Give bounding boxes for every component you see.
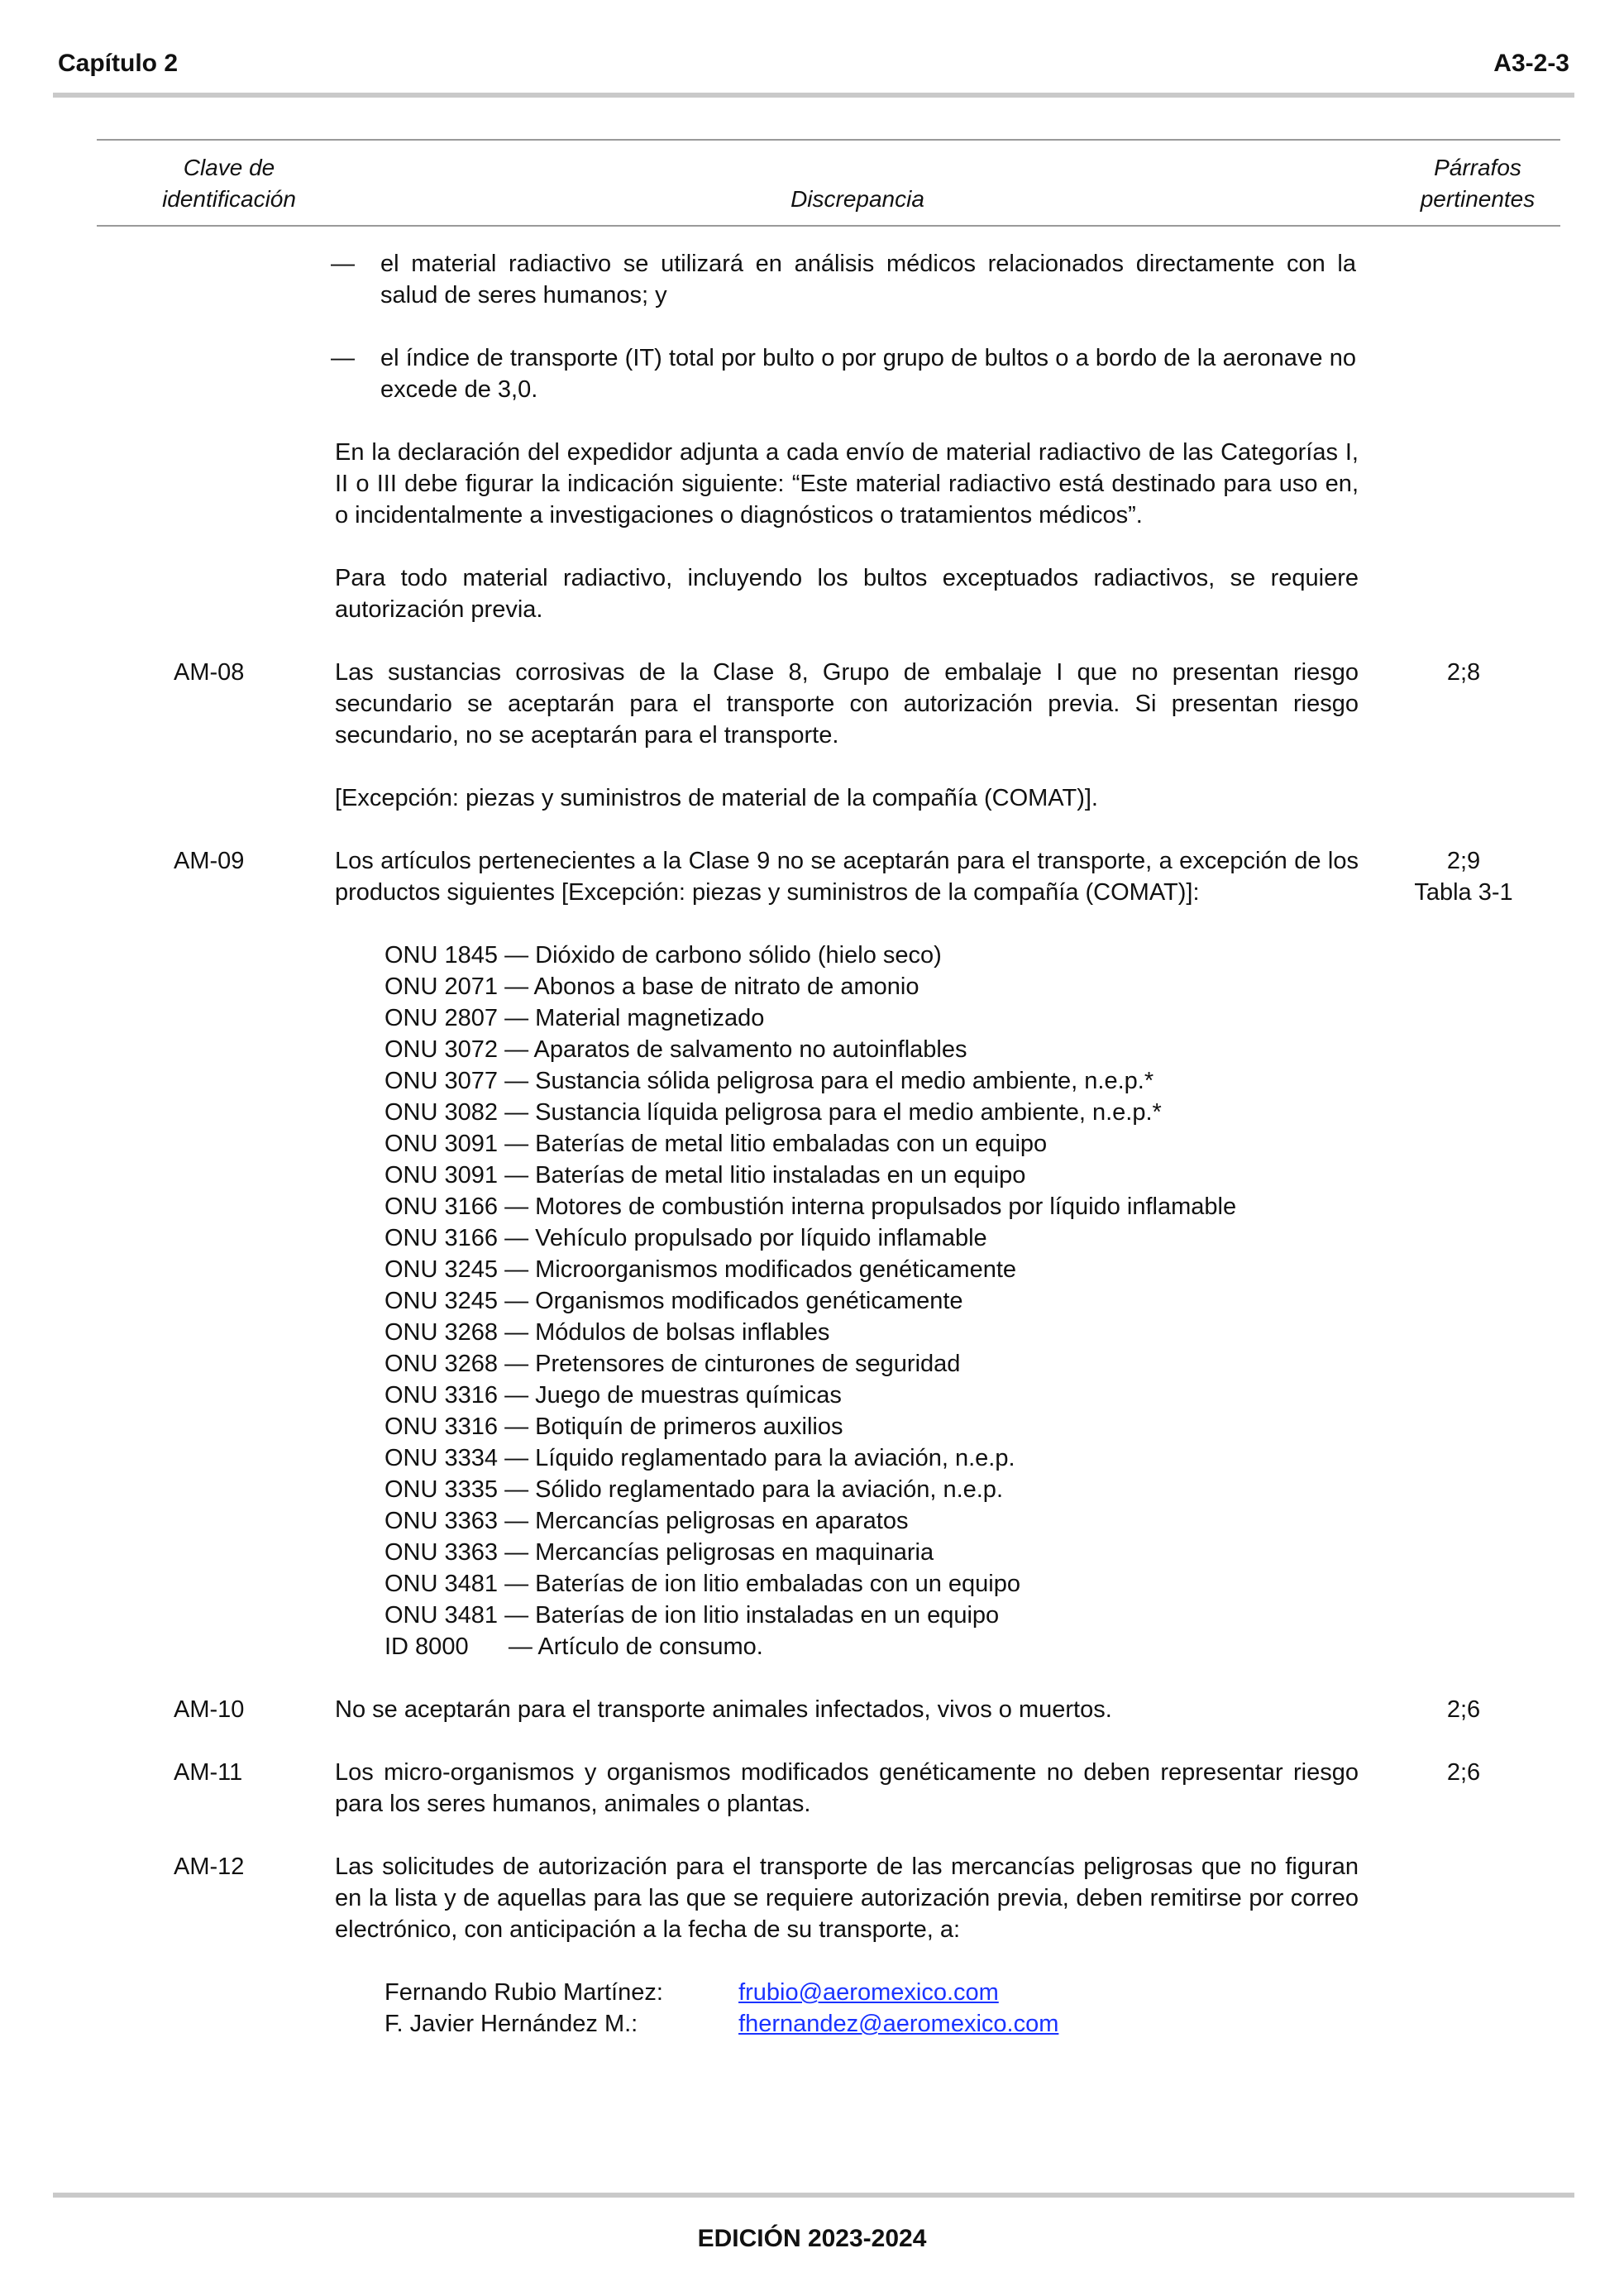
un-list-item: ONU 3268 — Módulos de bolsas inflables xyxy=(385,1319,830,1346)
un-list-item: ONU 3335 — Sólido reglamentado para la aviación, n.e.p. xyxy=(385,1476,1003,1503)
un-list-item: ONU 3077 — Sustancia sólida peligrosa para el medio ambiente, n.e.p.* xyxy=(385,1068,1154,1094)
entry-am-12 xyxy=(0,1851,1624,2040)
un-list-item: ONU 3091 — Baterías de metal litio instaladas en un equipo xyxy=(385,1162,1026,1189)
entry-text: [Excepción: piezas y suministros de material de la compañía (COMAT)]. xyxy=(335,785,1098,811)
entry-refs: 2;6 xyxy=(1446,1759,1481,1786)
un-list-item: ONU 1845 — Dióxido de carbono sólido (hielo seco) xyxy=(385,942,942,969)
entry-key: AM-12 xyxy=(174,1854,245,1880)
un-list-item: ONU 3166 — Vehículo propulsado por líquido inflamable xyxy=(385,1225,987,1251)
contact-email-link[interactable]: fhernandez@aeromexico.com xyxy=(738,2011,1059,2037)
entry-text: Los micro-organismos y organismos modificados genéticamente no deben representar riesgo para los seres humanos, animales o plantas. xyxy=(335,1759,1359,1817)
un-list-item: ONU 3245 — Organismos modificados genéticamente xyxy=(385,1288,963,1314)
entry-text: No se aceptarán para el transporte animales infectados, vivos o muertos. xyxy=(335,1696,1112,1723)
entry-refs xyxy=(1364,845,1563,908)
contact-row xyxy=(385,2008,1359,2040)
contact-name: F. Javier Hernández M.: xyxy=(385,2011,638,2037)
entry-ref: Tabla 3-1 xyxy=(1414,879,1513,906)
un-list-item: ONU 3166 — Motores de combustión interna propulsados por líquido inflamable xyxy=(385,1193,1237,1220)
un-list-item: ONU 3316 — Juego de muestras químicas xyxy=(385,1382,842,1409)
chapter-label: Capítulo 2 xyxy=(58,50,179,77)
entry-body xyxy=(335,657,1359,814)
un-list-item: ONU 3316 — Botiquín de primeros auxilios xyxy=(385,1413,843,1440)
dash-item-text: el índice de transporte (IT) total por bulto o por grupo de bultos o a bordo de la aeronave no excede de 3,0. xyxy=(380,345,1356,403)
entry-refs: 2;6 xyxy=(1446,1696,1481,1723)
entry-text: Las solicitudes de autorización para el transporte de las mercancías peligrosas que no figuran en la lista y de aquellas para las que se requiere autorización previa, deben remitirse por correo electrónico, con anticipación a la fecha de su transporte, a: xyxy=(335,1854,1359,1943)
entry-text: Las sustancias corrosivas de la Clase 8, Grupo de embalaje I que no presentan riesgo secundario se aceptarán para el transporte con autorización previa. Si presentan riesgo secundario, no se aceptarán para el transporte. xyxy=(335,659,1359,749)
entry-refs: 2;8 xyxy=(1446,659,1481,686)
un-list-item: ONU 3245 — Microorganismos modificados genéticamente xyxy=(385,1256,1017,1283)
table-body xyxy=(0,248,1624,2071)
un-list-item: ONU 3334 — Líquido reglamentado para la aviación, n.e.p. xyxy=(385,1445,1015,1471)
footer-rule xyxy=(53,2193,1574,2198)
entry-key: AM-09 xyxy=(174,848,245,874)
column-header-discrepancy: Discrepancia xyxy=(791,186,924,212)
dash-item-text: el material radiactivo se utilizará en análisis médicos relacionados directamente con la salud de seres humanos; y xyxy=(380,251,1356,309)
contact-list xyxy=(385,1977,1359,2040)
dash-marker: — xyxy=(331,345,355,371)
dash-item xyxy=(331,248,1356,311)
entry-ref: 2;9 xyxy=(1446,848,1481,874)
page-header xyxy=(58,50,1569,83)
entry-am-11 xyxy=(0,1757,1624,1820)
entry-text: Los artículos pertenecientes a la Clase 9 no se aceptarán para el transporte, a excepción de los productos siguientes [Excepción: piezas y suministros de la compañía (COMAT)]: xyxy=(335,848,1359,906)
contact-name: Fernando Rubio Martínez: xyxy=(385,1979,663,2006)
un-list-item: ID 8000 — Artículo de consumo. xyxy=(385,1634,763,1660)
page-reference: A3-2-3 xyxy=(1493,50,1569,77)
entry-body xyxy=(335,845,1359,1662)
table-header xyxy=(97,139,1560,227)
un-list-item: ONU 3268 — Pretensores de cinturones de seguridad xyxy=(385,1351,961,1377)
un-list-item: ONU 3481 — Baterías de ion litio embaladas con un equipo xyxy=(385,1571,1020,1597)
entry-key: AM-08 xyxy=(174,659,245,686)
un-list-item: ONU 3072 — Aparatos de salvamento no autoinflables xyxy=(385,1036,967,1063)
edition-footer: EDICIÓN 2023-2024 xyxy=(697,2225,927,2252)
paragraph: En la declaración del expedidor adjunta a cada envío de material radiactivo de las Categorías I, II o III debe figurar la indicación siguiente: “Este material radiactivo está destinado para uso en, o incidentalmente a investigaciones o diagnósticos o tratamientos médicos”. xyxy=(335,439,1359,529)
un-list-item: ONU 3481 — Baterías de ion litio instaladas en un equipo xyxy=(385,1602,1000,1629)
header-rule xyxy=(53,93,1574,98)
entry-key: AM-11 xyxy=(174,1759,243,1786)
entry-key: AM-10 xyxy=(174,1696,245,1723)
un-list-item: ONU 3082 — Sustancia líquida peligrosa para el medio ambiente, n.e.p.* xyxy=(385,1099,1162,1126)
paragraph: Para todo material radiactivo, incluyendo los bultos exceptuados radiactivos, se requiere autorización previa. xyxy=(335,565,1359,623)
un-number-list xyxy=(385,940,1359,1662)
un-list-item: ONU 2807 — Material magnetizado xyxy=(385,1005,765,1031)
contact-email-link[interactable]: frubio@aeromexico.com xyxy=(738,1979,999,2006)
contact-row xyxy=(385,1977,1359,2008)
entry-am-08 xyxy=(0,657,1624,814)
un-list-item: ONU 3091 — Baterías de metal litio embaladas con un equipo xyxy=(385,1131,1048,1157)
column-header-paragraphs: Párrafos pertinentes xyxy=(1420,155,1536,212)
entry-body xyxy=(335,1851,1359,2040)
un-list-item: ONU 2071 — Abonos a base de nitrato de amonio xyxy=(385,973,919,1000)
un-list-item: ONU 3363 — Mercancías peligrosas en aparatos xyxy=(385,1508,909,1534)
entry-am-10 xyxy=(0,1694,1624,1725)
dash-item xyxy=(331,342,1356,405)
dash-marker: — xyxy=(331,251,355,277)
entry-body xyxy=(335,1694,1359,1725)
column-header-key: Clave de identificación xyxy=(162,155,296,212)
entry-am-09 xyxy=(0,845,1624,1662)
entry-body xyxy=(335,1757,1359,1820)
un-list-item: ONU 3363 — Mercancías peligrosas en maquinaria xyxy=(385,1539,934,1566)
